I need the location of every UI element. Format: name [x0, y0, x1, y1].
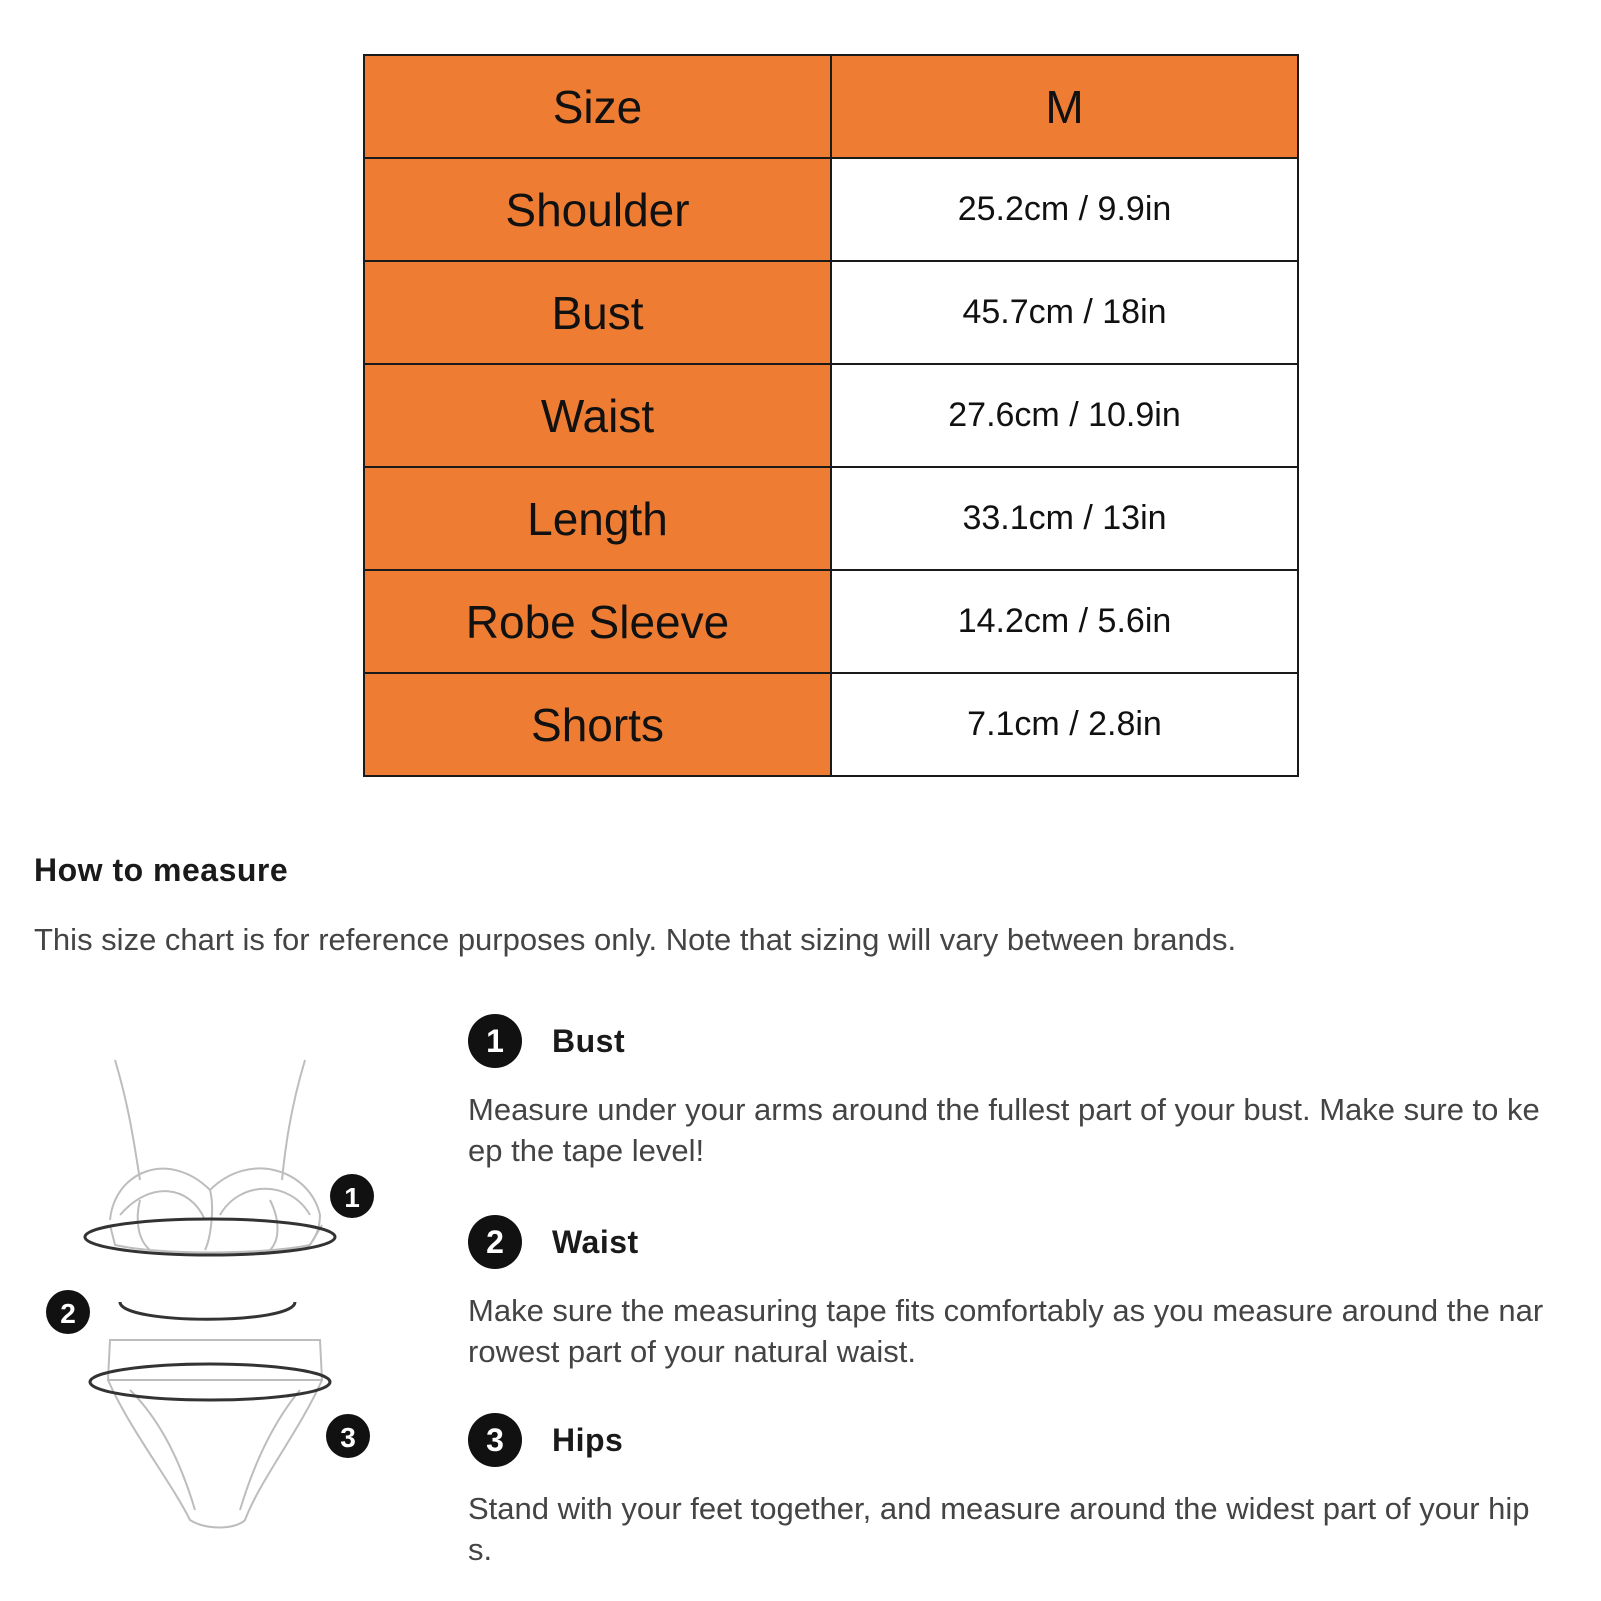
row-value-bust: 45.7cm / 18in	[831, 261, 1298, 364]
step-title: Hips	[552, 1421, 624, 1458]
step-description: Make sure the measuring tape fits comfortably as you measure around the narrowest part of your natural waist.	[468, 1293, 1544, 1369]
table-row	[364, 673, 1298, 776]
figure-marker-1	[330, 1174, 374, 1218]
table-row	[364, 158, 1298, 261]
svg-text:2: 2	[60, 1298, 76, 1329]
row-label-shorts: Shorts	[364, 673, 831, 776]
size-chart-note: This size chart is for reference purposes only. Note that sizing will vary between brands.	[34, 922, 1237, 957]
row-label-length: Length	[364, 467, 831, 570]
size-header-value: M	[831, 55, 1298, 158]
step-number-badge: 3	[468, 1413, 522, 1467]
row-label-robe-sleeve: Robe Sleeve	[364, 570, 831, 673]
step-title: Waist	[552, 1223, 639, 1260]
table-row	[364, 467, 1298, 570]
row-value-length: 33.1cm / 13in	[831, 467, 1298, 570]
svg-text:1: 1	[344, 1182, 360, 1213]
row-value-shorts: 7.1cm / 2.8in	[831, 673, 1298, 776]
row-label-bust: Bust	[364, 261, 831, 364]
table-row	[364, 364, 1298, 467]
row-label-shoulder: Shoulder	[364, 158, 831, 261]
figure-marker-2	[46, 1290, 90, 1334]
step-number-badge: 2	[468, 1215, 522, 1269]
size-header-label: Size	[364, 55, 831, 158]
step-description: Measure under your arms around the fullest part of your bust. Make sure to keep the tape level!	[468, 1092, 1540, 1168]
table-row	[364, 261, 1298, 364]
size-table-header-row	[364, 55, 1298, 158]
table-row	[364, 570, 1298, 673]
size-chart-table	[363, 54, 1299, 777]
svg-text:3: 3	[340, 1422, 356, 1453]
measure-step-bust	[468, 1013, 1548, 1171]
measure-step-waist	[468, 1214, 1548, 1372]
row-value-robe-sleeve: 14.2cm / 5.6in	[831, 570, 1298, 673]
step-title: Bust	[552, 1022, 626, 1059]
row-value-shoulder: 25.2cm / 9.9in	[831, 158, 1298, 261]
bikini-measure-illustration	[40, 1050, 400, 1550]
step-number-badge: 1	[468, 1014, 522, 1068]
step-description: Stand with your feet together, and measure around the widest part of your hips.	[468, 1491, 1530, 1567]
how-to-measure-title: How to measure	[34, 852, 289, 888]
row-value-waist: 27.6cm / 10.9in	[831, 364, 1298, 467]
row-label-waist: Waist	[364, 364, 831, 467]
measure-step-hips	[468, 1412, 1548, 1570]
figure-marker-3	[326, 1414, 370, 1458]
